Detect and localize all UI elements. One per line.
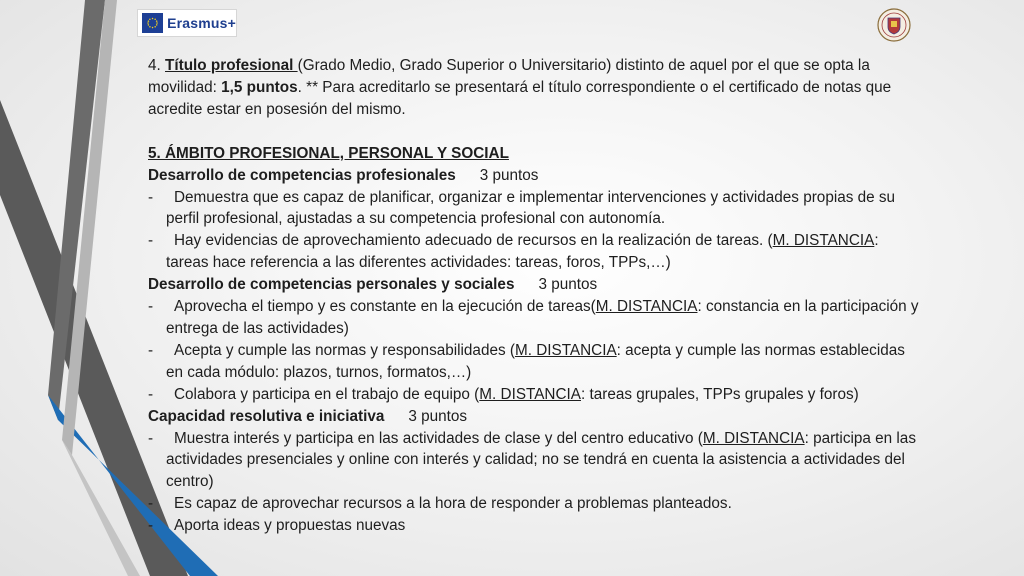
list-item: - Muestra interés y participa en las actividades de clase y del centro educativo (M. DISTANCIA: participa en las actividades presenciales y online con interés y calidad; no se tendrá en cuenta la asistencia a actividades del centro) <box>148 429 916 491</box>
section-4-text: (Grado Medio, Grado Superior o Universitario) distinto de aquel por el que se opta la movilidad: <box>148 57 870 96</box>
list-item: - Acepta y cumple las normas y responsabilidades (M. DISTANCIA: acepta y cumple las normas establecidas en cada módulo: plazos, turnos, formatos,…) <box>148 341 905 381</box>
group-1-header <box>148 165 923 187</box>
group-1-points: 3 puntos <box>479 166 539 184</box>
distance-link: M. DISTANCIA <box>514 341 617 359</box>
group-3-header <box>148 406 923 428</box>
section-4-points: 1,5 puntos <box>221 78 298 96</box>
list-item: - Colabora y participa en el trabajo de equipo (M. DISTANCIA: tareas grupales, TPPs grupales y foros) <box>148 385 859 403</box>
section-4-paragraph <box>148 55 923 121</box>
section-4-number: 4. <box>148 57 166 74</box>
group-2-header <box>148 274 923 296</box>
list-item: - Es capaz de aprovechar recursos a la hora de responder a problemas planteados. <box>148 495 732 513</box>
section-4-note: . ** Para acreditarlo se presentará el título correspondiente o el certificado de notas que acredite estar en posesión del mismo. <box>148 78 892 118</box>
distance-link: M. DISTANCIA <box>595 298 698 316</box>
distance-link: M. DISTANCIA <box>772 232 875 250</box>
distance-link: M. DISTANCIA <box>702 429 805 447</box>
list-item: - Demuestra que es capaz de planificar, organizar e implementar intervenciones y actividades propias de su perfil profesional, ajustadas a su competencia profesional con autonomía. <box>148 188 896 228</box>
section-5-heading: 5. ÁMBITO PROFESIONAL, PERSONAL Y SOCIAL <box>148 144 509 162</box>
school-seal-icon <box>877 8 911 42</box>
document-body <box>148 55 923 537</box>
group-3-points: 3 puntos <box>408 407 468 425</box>
group-1-title: Desarrollo de competencias profesionales <box>148 166 456 184</box>
erasmus-logo <box>137 9 237 37</box>
list-item: - Aporta ideas y propuestas nuevas <box>148 517 406 535</box>
distance-link: M. DISTANCIA <box>479 385 581 403</box>
eu-flag-icon <box>142 13 163 33</box>
group-3-title: Capacidad resolutiva e iniciativa <box>148 407 385 425</box>
group-2-points: 3 puntos <box>538 276 598 294</box>
erasmus-label: Erasmus+ <box>167 15 236 31</box>
list-item: - Aprovecha el tiempo y es constante en la ejecución de tareas(M. DISTANCIA: constancia en la participación y entrega de las actividades) <box>148 298 919 337</box>
list-item: - Hay evidencias de aprovechamiento adecuado de recursos en la realización de tareas. (M. DISTANCIA: tareas hace referencia a las diferentes actividades: tareas, foros, TPPs,…) <box>148 232 879 272</box>
group-2-title: Desarrollo de competencias personales y sociales <box>148 276 515 294</box>
section-4-title: Título profesional <box>165 57 298 74</box>
